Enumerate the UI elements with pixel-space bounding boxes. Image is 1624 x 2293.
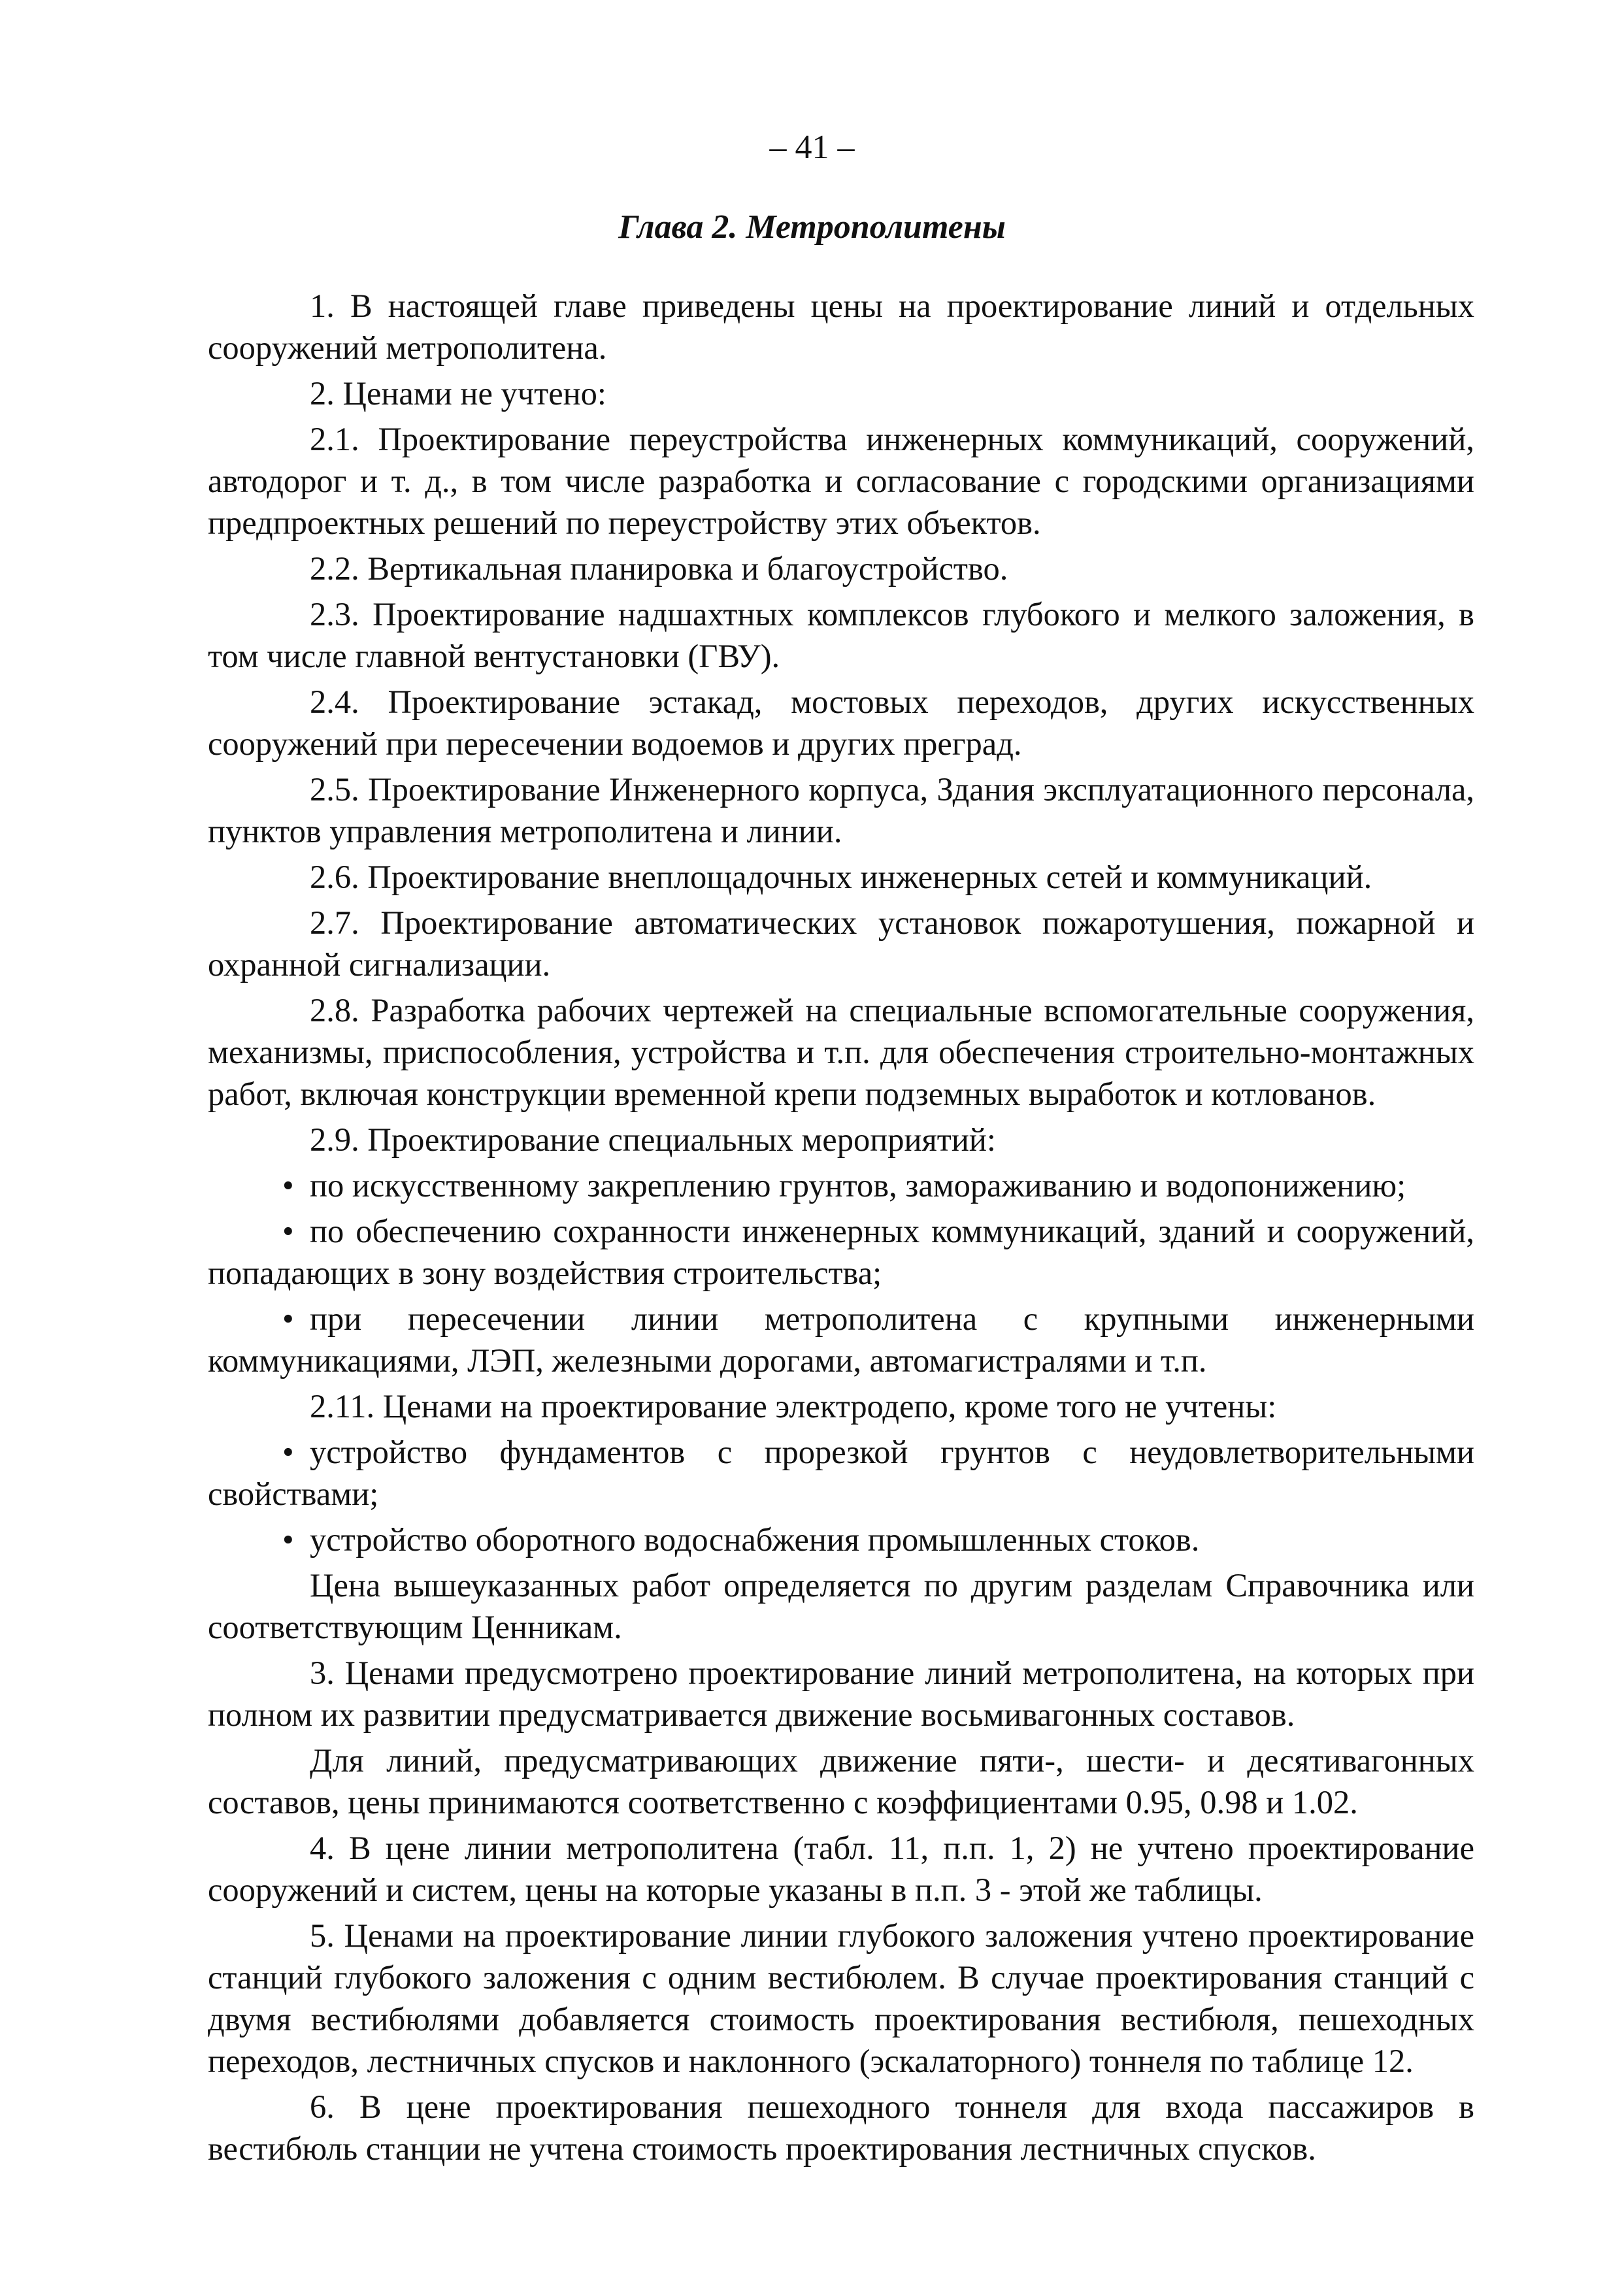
bullet-text: по обеспечению сохранности инженерных коммуникаций, зданий и сооружений, попадающих в зону воздействия строительства; (208, 1213, 1474, 1291)
paragraph: 2.7. Проектирование автоматических установок пожаротушения, пожарной и охранной сигнализации. (208, 904, 1474, 983)
bullet-text: при пересечении линии метрополитена с крупными инженерными коммуникациями, ЛЭП, железными дорогами, автомагистралями и т.п. (208, 1300, 1474, 1379)
bullet-item (208, 1519, 1474, 1560)
page-number: – 41 – (769, 129, 855, 166)
paragraph: 5. Ценами на проектирование линии глубокого заложения учтено проектирование станций глубокого заложения с одним вестибюлем. В случае проектирования станций с двумя вестибюлями добавляется стоимость проектирования вестибюля, пешеходных переходов, лестничных спусков и наклонного (эскалаторного) тоннеля по таблице 12. (208, 1917, 1474, 2079)
paragraph: 2.1. Проектирование переустройства инженерных коммуникаций, сооружений, автодорог и т. д., в том числе разработка и согласование с городскими организациями предпроектных решений по переустройству этих объектов. (208, 421, 1474, 541)
paragraph: 3. Ценами предусмотрено проектирование линий метрополитена, на которых при полном их развитии предусматривается движение восьмивагонных составов. (208, 1655, 1474, 1733)
document-body (208, 285, 1474, 2173)
bullet-icon: • (282, 1521, 294, 1558)
bullet-item (208, 1164, 1474, 1206)
bullet-item (208, 1210, 1474, 1294)
bullet-icon: • (282, 1167, 294, 1204)
bullet-icon: • (282, 1300, 294, 1337)
paragraph: 2.5. Проектирование Инженерного корпуса, Здания эксплуатационного персонала, пунктов управления метрополитена и линии. (208, 771, 1474, 850)
paragraph: 2.11. Ценами на проектирование электродепо, кроме того не учтены: (310, 1388, 1277, 1425)
bullet-text: по искусственному закреплению грунтов, замораживанию и водопонижению; (310, 1167, 1406, 1204)
bullet-text: устройство фундаментов с прорезкой грунтов с неудовлетворительными свойствами; (208, 1434, 1474, 1512)
paragraph: 2.8. Разработка рабочих чертежей на специальные вспомогательные сооружения, механизмы, приспособления, устройства и т.п. для обеспечения строительно-монтажных работ, включая конструкции временной крепи подземных выработок и котлованов. (208, 992, 1474, 1112)
paragraph: 2.9. Проектирование специальных мероприятий: (310, 1121, 996, 1158)
paragraph: 6. В цене проектирования пешеходного тоннеля для входа пассажиров в вестибюль станции не учтена стоимость проектирования лестничных спусков. (208, 2088, 1474, 2167)
paragraph: Цена вышеуказанных работ определяется по другим разделам Справочника или соответствующим Ценникам. (208, 1567, 1474, 1645)
chapter-title: Глава 2. Метрополитены (618, 208, 1006, 246)
paragraph: 2.4. Проектирование эстакад, мостовых переходов, других искусственных сооружений при пересечении водоемов и других преград. (208, 684, 1474, 762)
paragraph: 2.6. Проектирование внеплощадочных инженерных сетей и коммуникаций. (310, 859, 1372, 895)
paragraph: 1. В настоящей главе приведены цены на проектирование линий и отдельных сооружений метрополитена. (208, 288, 1474, 366)
bullet-item (208, 1431, 1474, 1515)
bullet-text: устройство оборотного водоснабжения промышленных стоков. (310, 1521, 1200, 1558)
bullet-icon: • (282, 1213, 294, 1249)
paragraph: 4. В цене линии метрополитена (табл. 11, п.п. 1, 2) не учтено проектирование сооружений и систем, цены на которые указаны в п.п. 3 - этой же таблицы. (208, 1830, 1474, 1908)
paragraph: 2.3. Проектирование надшахтных комплексов глубокого и мелкого заложения, в том числе главной вентустановки (ГВУ). (208, 596, 1474, 674)
paragraph: 2. Ценами не учтено: (310, 375, 606, 412)
paragraph: 2.2. Вертикальная планировка и благоустройство. (310, 550, 1008, 587)
paragraph: Для линий, предусматривающих движение пяти-, шести- и десятивагонных составов, цены принимаются соответственно с коэффициентами 0.95, 0.98 и 1.02. (208, 1742, 1474, 1821)
bullet-item (208, 1298, 1474, 1381)
bullet-icon: • (282, 1434, 294, 1470)
